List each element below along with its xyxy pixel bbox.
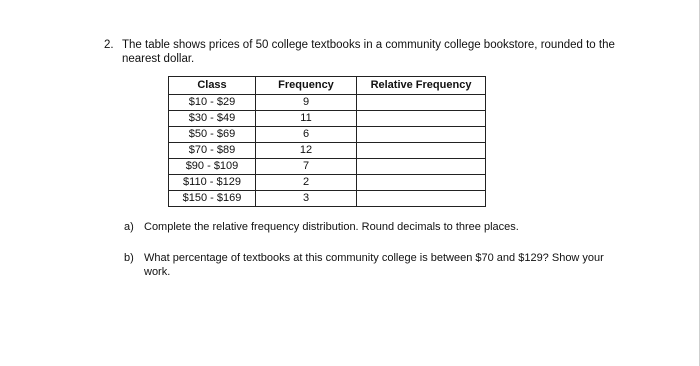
cell-relative-frequency[interactable] <box>357 175 486 191</box>
cell-relative-frequency[interactable] <box>357 159 486 175</box>
cell-class: $150 - $169 <box>169 191 256 207</box>
table-row <box>169 95 486 111</box>
table-row <box>169 111 486 127</box>
cell-class: $50 - $69 <box>169 127 256 143</box>
cell-relative-frequency[interactable] <box>357 191 486 207</box>
cell-frequency: 6 <box>256 127 357 143</box>
cell-frequency: 11 <box>256 111 357 127</box>
question-number: 2. <box>104 39 114 51</box>
cell-relative-frequency[interactable] <box>357 95 486 111</box>
cell-frequency: 12 <box>256 143 357 159</box>
cell-frequency: 2 <box>256 175 357 191</box>
table-row <box>169 127 486 143</box>
cell-class: $30 - $49 <box>169 111 256 127</box>
table-row <box>169 175 486 191</box>
table-row <box>169 159 486 175</box>
cell-relative-frequency[interactable] <box>357 111 486 127</box>
cell-class: $70 - $89 <box>169 143 256 159</box>
part-b-text: What percentage of textbooks at this community college is between $70 and $129? Show your work. <box>144 252 604 278</box>
part-a-label: a) <box>124 221 134 233</box>
header-relative-frequency: Relative Frequency <box>357 77 486 95</box>
part-b-label: b) <box>124 252 134 264</box>
cell-frequency: 7 <box>256 159 357 175</box>
cell-frequency: 9 <box>256 95 357 111</box>
table-header-row <box>169 77 486 95</box>
cell-relative-frequency[interactable] <box>357 143 486 159</box>
header-frequency: Frequency <box>256 77 357 95</box>
cell-class: $10 - $29 <box>169 95 256 111</box>
question-text: The table shows prices of 50 college textbooks in a community college bookstore, rounded to the nearest dollar. <box>122 39 615 65</box>
cell-class: $110 - $129 <box>169 175 256 191</box>
cell-relative-frequency[interactable] <box>357 127 486 143</box>
cell-class: $90 - $109 <box>169 159 256 175</box>
cell-frequency: 3 <box>256 191 357 207</box>
frequency-table <box>168 76 486 207</box>
table-row <box>169 191 486 207</box>
part-a-text: Complete the relative frequency distribution. Round decimals to three places. <box>144 221 519 233</box>
header-class: Class <box>169 77 256 95</box>
table-row <box>169 143 486 159</box>
